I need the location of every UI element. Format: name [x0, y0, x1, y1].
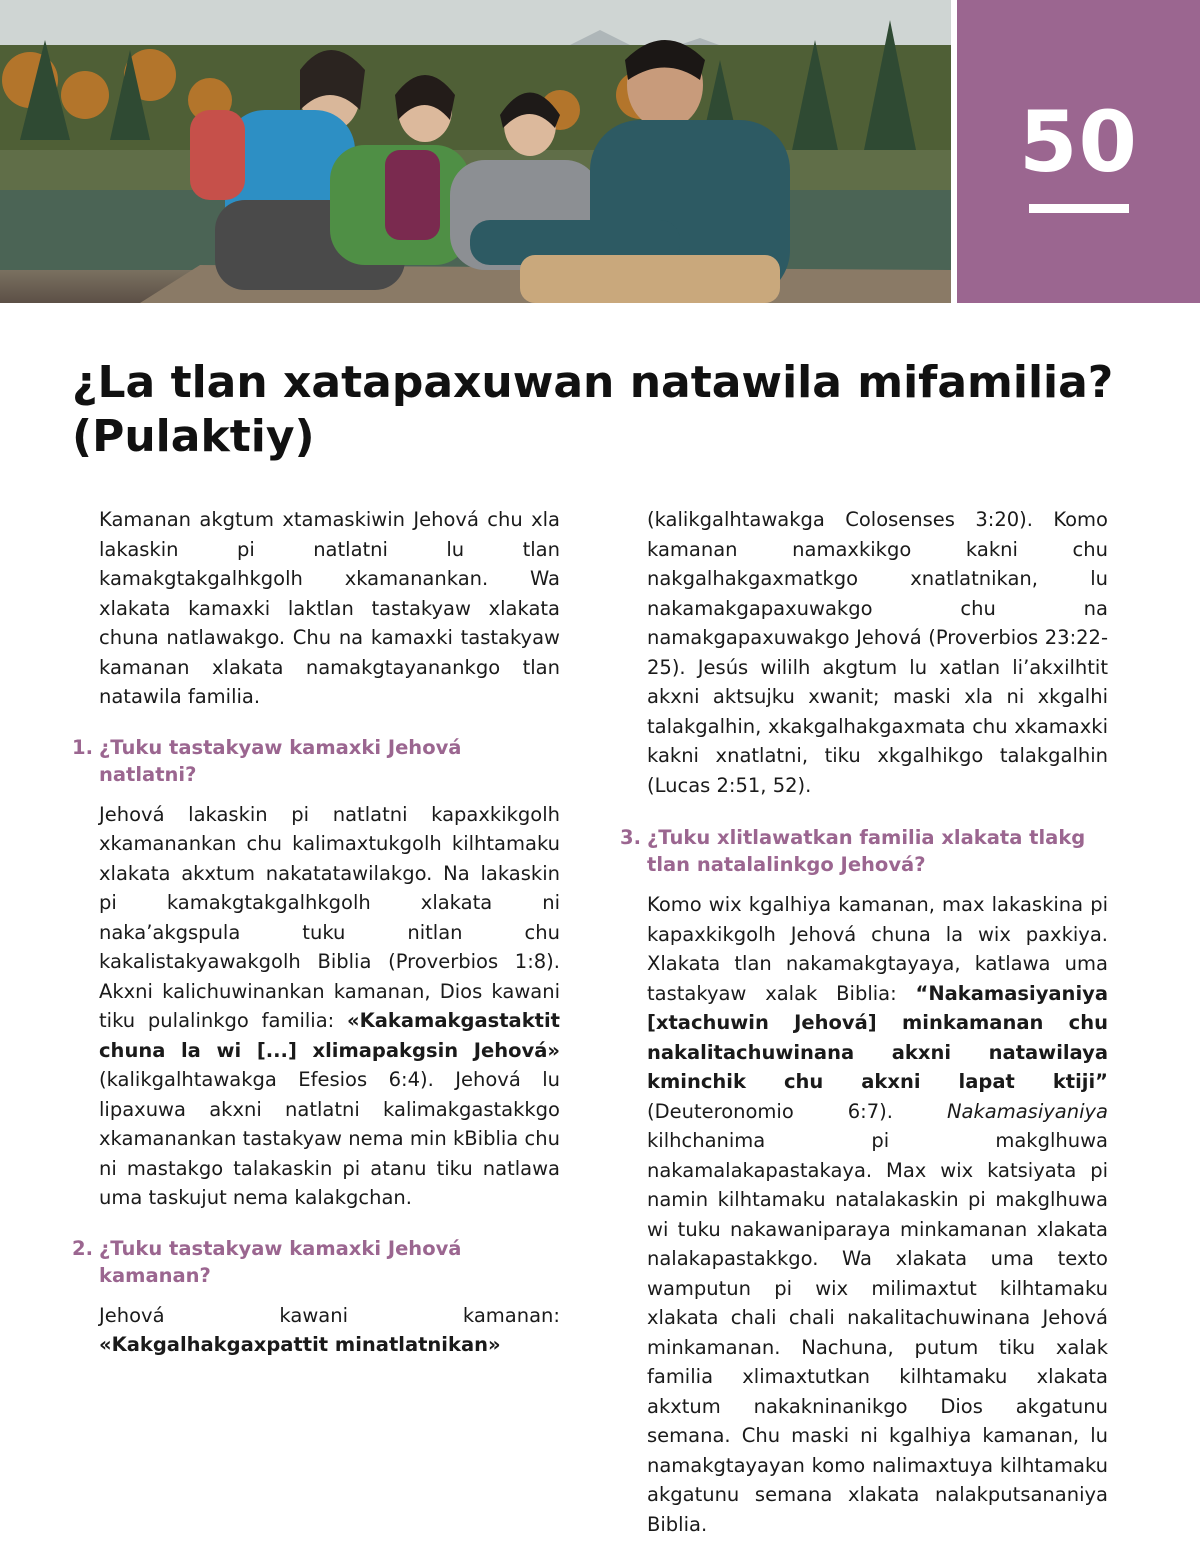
- family-photo-icon: [0, 0, 951, 303]
- intro-paragraph: Kamanan akgtum xtamaskiwin Jehová chu xla lakaskin pi natlatni lu tlan kamakgtakgalhkgolh xkamanankan. Wa xlakata kamaxki laktlan tastakyaw xlakata chuna natlawakgo. Chu na kamaxki tastakyaw kamanan xlakata namakgtayanankgo tlan natawila familia.: [99, 508, 560, 708]
- chapter-underline: [1029, 204, 1129, 213]
- question-number: 2.: [72, 1236, 93, 1260]
- answer-text: Jehová lakaskin pi natlatni kapaxkikgolh xkamanankan chu kalimaxtukgolh kilhtamaku xlakata akxtum nakatatawilakgo. Na lakaskin pi kamakgtakgalhkgolh xlakata ni naka’akgspula tuku nitlan chu kakalistakyawakgolh Biblia (Proverbios 1:8). Akxni kalichuwinankan kamanan, Dios kawani tiku pulalinkgo familia:: [99, 802, 560, 1032]
- answer-1: [99, 800, 560, 1213]
- answer-text: (kalikgalhtawakga Efesios 6:4). Jehová lu lipaxuwa akxni natlatni kalimakgastakkgo xkamanankan tastakyaw nema min kBiblia chu ni mastakgo talakaskin pi atanu tiku natlawa uma taskujut nema kalakgchan.: [99, 1068, 560, 1209]
- left-column: [72, 505, 560, 1360]
- question-1: [72, 734, 560, 788]
- answer-2-continued: (kalikgalhtawakga Colosenses 3:20). Komo kamanan namaxkikgo kakni chu nakgalhakgaxmatkgo xnatlatnikan, lu nakamakgapaxuwakgo chu na namakgapaxuwakgo Jehová (Proverbios 23:22-25). Jesús wililh akgtum lu xatlan li’akxilhtit akxni aktsujku xwanit; maski xla ni xkgalhi talakgalhin, xkakgalhakgaxmata chu xkamaxki kakni xnatlatni, tiku xkgalhikgo talakgalhin (Lucas 2:51, 52).: [647, 508, 1108, 797]
- bible-quote: “Nakamasiyaniya [xtachuwin Jehová] minkamanan chu nakalitachuwinana akxni natawilaya kminchik chu akxni lapat ktiji”: [647, 981, 1108, 1093]
- right-column: [620, 505, 1108, 1539]
- bible-quote: «Kakamakgastaktit chuna la wi [...] xlimapakgsin Jehová»: [99, 1009, 560, 1062]
- question-text: ¿Tuku tastakyaw kamaxki Jehová natlatni?: [99, 735, 462, 786]
- answer-text: Komo wix kgalhiya kamanan, max lakaskina pi kapaxkikgolh Jehová chuna la wix paxkiya. Xlakata tlan nakamakgtayaya, katlawa uma tastakyaw xalak Biblia:: [647, 893, 1108, 1005]
- answer-2: [99, 1301, 560, 1360]
- answer-3: [647, 890, 1108, 1539]
- question-3: [620, 824, 1108, 878]
- answer-text: kilhchanima pi makglhuwa nakamalakapastakaya. Max wix katsiyata pi namin kilhtamaku natalakaskin pi makglhuwa wi tuku nakawaniparaya minkamanan xlakata nalakapastakkgo. Wa xlakata uma texto wamputun pi wix milimaxtut kilhtamaku xlakata chali chali nakalitachuwinana Jehová minkamanan. Nachuna, putum tiku xalak familia xlimaxtutkan kilhtamaku xlakata akxtum nakakninanikgo Dios akgatunu semana. Chu maski ni kgalhiya kamanan, lu namakgtayayan komo nalimaxtuya kilhtamaku akgatunu semana xlakata nalakputsananiya Biblia.: [647, 1129, 1108, 1536]
- question-text: ¿Tuku tastakyaw kamaxki Jehová kamanan?: [99, 1236, 462, 1287]
- question-2: [72, 1235, 560, 1289]
- answer-text: (Deuteronomio 6:7).: [647, 1099, 947, 1123]
- question-number: 1.: [72, 735, 93, 759]
- bible-quote: «Kakgalhakgaxpattit minatlatnikan»: [99, 1333, 501, 1356]
- chapter-badge: [957, 0, 1200, 303]
- header-photo: [0, 0, 951, 303]
- question-number: 3.: [620, 826, 641, 849]
- page-title: ¿La tlan xatapaxuwan natawila mifamilia? (Pulaktiy): [72, 357, 1114, 462]
- question-text: ¿Tuku xlitlawatkan familia xlakata tlakg tlan natalalinkgo Jehová?: [647, 826, 1086, 876]
- answer-text: Jehová kawani kamanan:: [99, 1303, 560, 1327]
- chapter-number: 50: [1019, 93, 1138, 191]
- italic-term: Nakamasiyaniya: [946, 1099, 1108, 1123]
